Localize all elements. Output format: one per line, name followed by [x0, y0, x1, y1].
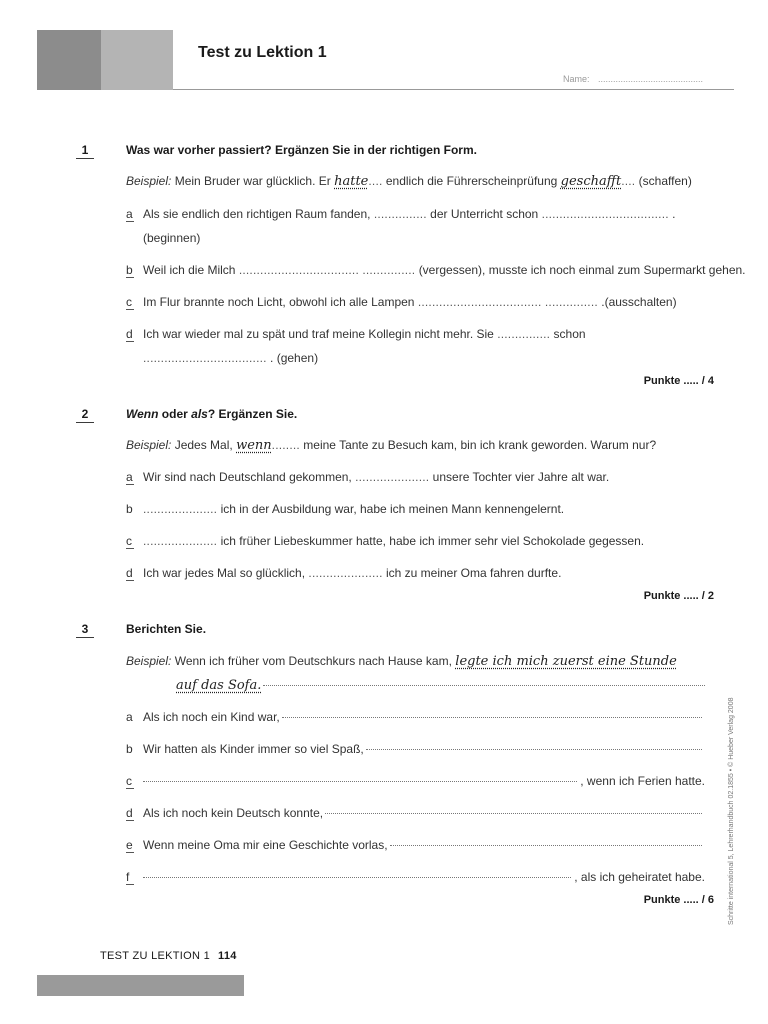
page-title: Test zu Lektion 1 — [198, 44, 327, 61]
item-letter: b — [126, 263, 133, 277]
exercise-1-number: 1 — [76, 143, 94, 159]
answer-blank[interactable]: ............... — [373, 207, 427, 221]
exercise-3-example: Beispiel: Wenn ich früher vom Deutschkurs nach Hause kam, legte ich mich zuerst eine Stunde — [126, 654, 677, 669]
item-letter: c — [126, 774, 132, 788]
item-letter: d — [126, 806, 133, 820]
answer-blank[interactable]: ..................... — [143, 534, 218, 548]
header-rule — [173, 89, 734, 90]
footer-label: TEST ZU LEKTION 1 114 — [100, 950, 237, 962]
handwritten-answer: geschafft — [560, 174, 622, 189]
item-letter: a — [126, 710, 133, 724]
answer-line[interactable] — [143, 780, 577, 782]
exercise-1-item-c: Im Flur brannte noch Licht, obwohl ich alle Lampen ................................... ............... .(ausschalten) — [143, 295, 677, 309]
answer-line[interactable] — [390, 844, 702, 846]
exercise-2-item-c: ..................... ich früher Liebeskummer hatte, habe ich immer sehr viel Schokolade gegessen. — [143, 534, 645, 548]
item-letter: f — [126, 870, 134, 885]
handwritten-answer: auf das Sofa. — [176, 678, 262, 693]
score-label: Punkte ..... / 6 — [643, 894, 714, 906]
header-block-dark — [37, 30, 101, 90]
answer-line[interactable] — [143, 876, 571, 878]
exercise-1-item-d-line2: ................................... . (gehen) — [143, 351, 319, 365]
answer-blank[interactable]: ............... — [544, 295, 598, 309]
item-letter: d — [126, 327, 133, 341]
item-letter: e — [126, 838, 133, 852]
answer-line[interactable] — [366, 748, 702, 750]
answer-blank[interactable]: .................................. — [238, 263, 359, 277]
example-label: Beispiel: — [126, 438, 172, 452]
score-label: Punkte ..... / 2 — [643, 590, 714, 602]
item-letter: a — [126, 207, 133, 221]
footer-bar — [37, 975, 244, 996]
name-field[interactable]: .......................................... — [598, 74, 704, 84]
exercise-3-item-a: Als ich noch ein Kind war, — [143, 710, 705, 724]
exercise-2-item-a: Wir sind nach Deutschland gekommen, ..................... unsere Tochter vier Jahre alt war. — [143, 470, 610, 484]
handwritten-answer: hatte — [334, 174, 369, 189]
header-block-light — [101, 30, 173, 90]
exercise-1-title: Was war vorher passiert? Ergänzen Sie in der richtigen Form. — [126, 143, 477, 157]
copyright-credit: Schritte international 5, Lehrerhandbuch 02.1855 • © Hueber Verlag 2008 — [728, 697, 735, 925]
handwritten-answer: legte ich mich zuerst eine Stunde — [455, 654, 677, 669]
item-letter: b — [126, 742, 133, 756]
answer-line[interactable] — [325, 812, 702, 814]
answer-blank[interactable]: ..................... — [355, 470, 430, 484]
answer-blank[interactable]: ................................... — [143, 351, 267, 365]
answer-blank[interactable]: ............... — [497, 327, 551, 341]
example-label: Beispiel: — [126, 654, 172, 668]
exercise-3-title: Berichten Sie. — [126, 622, 207, 636]
exercise-3-item-e: Wenn meine Oma mir eine Geschichte vorlas, — [143, 838, 705, 852]
answer-blank[interactable]: ............... — [362, 263, 416, 277]
exercise-1-item-a-line2: (beginnen) — [143, 231, 201, 245]
exercise-1-item-a: Als sie endlich den richtigen Raum fanden, ............... der Unterricht schon .................................... . — [143, 207, 676, 221]
name-label: Name: — [563, 74, 590, 84]
exercise-1-item-d: Ich war wieder mal zu spät und traf meine Kollegin nicht mehr. Sie ............... schon — [143, 327, 586, 341]
item-letter: c — [126, 295, 132, 309]
item-letter: d — [126, 566, 133, 580]
answer-blank[interactable]: ................................... — [417, 295, 542, 309]
answer-line[interactable] — [282, 716, 702, 718]
exercise-2-item-b: ..................... ich in der Ausbildung war, habe ich meinen Mann kennengelernt. — [143, 502, 565, 516]
page-number: 114 — [218, 950, 237, 962]
exercise-2-item-d: Ich war jedes Mal so glücklich, ..................... ich zu meiner Oma fahren durfte. — [143, 566, 562, 580]
exercise-2-title: Wenn oder als? Ergänzen Sie. — [126, 407, 298, 421]
exercise-3-example-line2 — [176, 678, 705, 693]
exercise-3-item-d: Als ich noch kein Deutsch konnte, — [143, 806, 705, 820]
exercise-2-number: 2 — [76, 407, 94, 423]
handwritten-answer: wenn — [236, 438, 272, 453]
exercise-1-example: Beispiel: Mein Bruder war glücklich. Er hatte.... endlich die Führerscheinprüfung geschafft.... (schaffen) — [126, 174, 692, 189]
answer-blank[interactable]: .................................... — [541, 207, 669, 221]
exercise-3-item-b: Wir hatten als Kinder immer so viel Spaß, — [143, 742, 705, 756]
exercise-1-item-b: Weil ich die Milch .................................. ............... (vergessen), musste ich noch einmal zum Supermarkt gehen. — [143, 263, 746, 277]
score-label: Punkte ..... / 4 — [643, 375, 714, 387]
item-letter: a — [126, 470, 133, 484]
item-letter: c — [126, 534, 132, 548]
exercise-3-number: 3 — [76, 622, 94, 638]
item-letter: b — [126, 502, 133, 516]
answer-blank[interactable]: ..................... — [143, 502, 218, 516]
answer-blank[interactable]: ..................... — [308, 566, 383, 580]
exercise-2-example: Beispiel: Jedes Mal, wenn........ meine Tante zu Besuch kam, bin ich krank geworden. Warum nur? — [126, 438, 657, 453]
exercise-3-item-c: , wenn ich Ferien hatte. — [143, 774, 705, 788]
example-label: Beispiel: — [126, 174, 172, 188]
exercise-3-item-f: , als ich geheiratet habe. — [143, 870, 705, 884]
